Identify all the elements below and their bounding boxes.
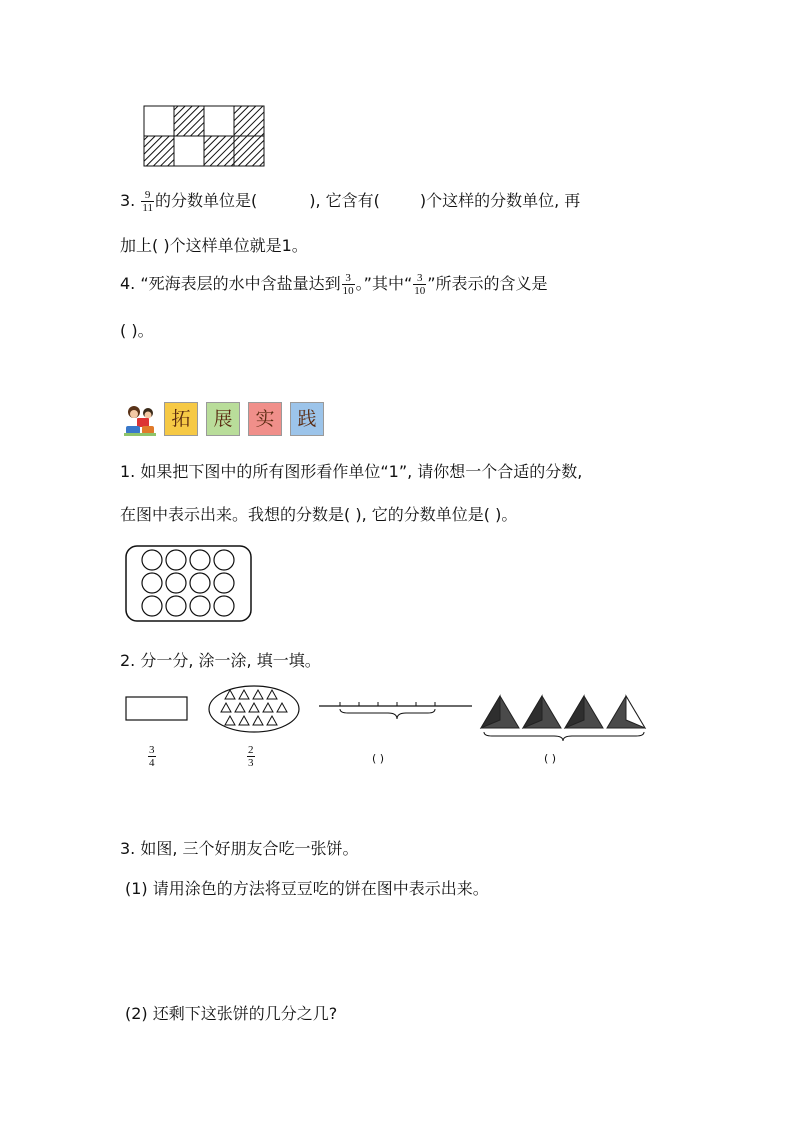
fraction: $\frac{9}{11}$ [142,189,153,214]
answer-blank[interactable]: ( ) [544,752,557,765]
grid-cell [144,106,174,136]
grid-cell-shaded [174,106,204,136]
section-badge: 实 [248,402,282,436]
fraction-label-2 [246,744,256,769]
practice-1-line-1: 1. 如果把下图中的所有图形看作单位“1”, 请你想一个合适的分数, [120,462,583,481]
circle [166,573,186,593]
fraction: $\frac{3}{4}$ [149,744,155,769]
section-badge: 践 [290,402,324,436]
circle [214,573,234,593]
fraction: $\frac{3}{10}$ [414,272,426,297]
grid-cell-shaded [234,136,264,166]
hatched-grid-figure [143,105,267,169]
brace [340,709,435,719]
practice-3-title: 3. 如图, 三个好朋友合吃一张饼。 [120,839,359,858]
fraction: $\frac{2}{3}$ [248,744,254,769]
practice-1-line-2: 在图中表示出来。我想的分数是( ), 它的分数单位是( )。 [120,505,518,524]
triangles-ellipse-figure [207,684,301,734]
reading-kids-icon [122,404,158,438]
section-badge: 拓 [164,402,198,436]
circle [142,573,162,593]
answer-blank[interactable]: ( ) [372,752,385,765]
grid-cell-shaded [144,136,174,166]
circle [190,596,210,616]
circle [214,550,234,570]
circle [166,550,186,570]
circle [214,596,234,616]
fraction-label-1 [147,744,157,769]
number-line-figure [318,698,474,726]
circles-tray-figure [125,545,253,623]
question-4-line-2: ( )。 [120,321,154,340]
practice-3-sub-1: (1) 请用涂色的方法将豆豆吃的饼在图中表示出来。 [125,879,489,898]
circle [142,596,162,616]
grid-cell-shaded [234,106,264,136]
circle [142,550,162,570]
question-number: 3. [120,191,136,210]
circle [166,596,186,616]
circle [190,573,210,593]
dark-triangles-figure [478,692,650,742]
brace [484,732,644,741]
section-badge: 展 [206,402,240,436]
rectangle-figure [125,696,189,722]
practice-3-sub-2: (2) 还剩下这张饼的几分之几? [125,1004,338,1023]
question-3-line-2: 加上( )个这样单位就是1。 [120,236,308,255]
grid-cell [174,136,204,166]
section-header [122,402,332,438]
circle [190,550,210,570]
question-4-line-1: 4. “死海表层的水中含盐量达到 $\frac{3}{10}$ 。”其中“ $\frac{3}{10}$ ”所表示的含义是 [120,272,548,297]
practice-2-title: 2. 分一分, 涂一涂, 填一填。 [120,651,321,670]
question-3-line-1: 3. $\frac{9}{11}$ 的分数单位是( ), 它含有( )个这样的分数单位, 再 [120,189,581,214]
grid-cell-shaded [204,136,234,166]
fraction: $\frac{3}{10}$ [342,272,354,297]
grid-cell [204,106,234,136]
question-number: 4. [120,274,136,293]
